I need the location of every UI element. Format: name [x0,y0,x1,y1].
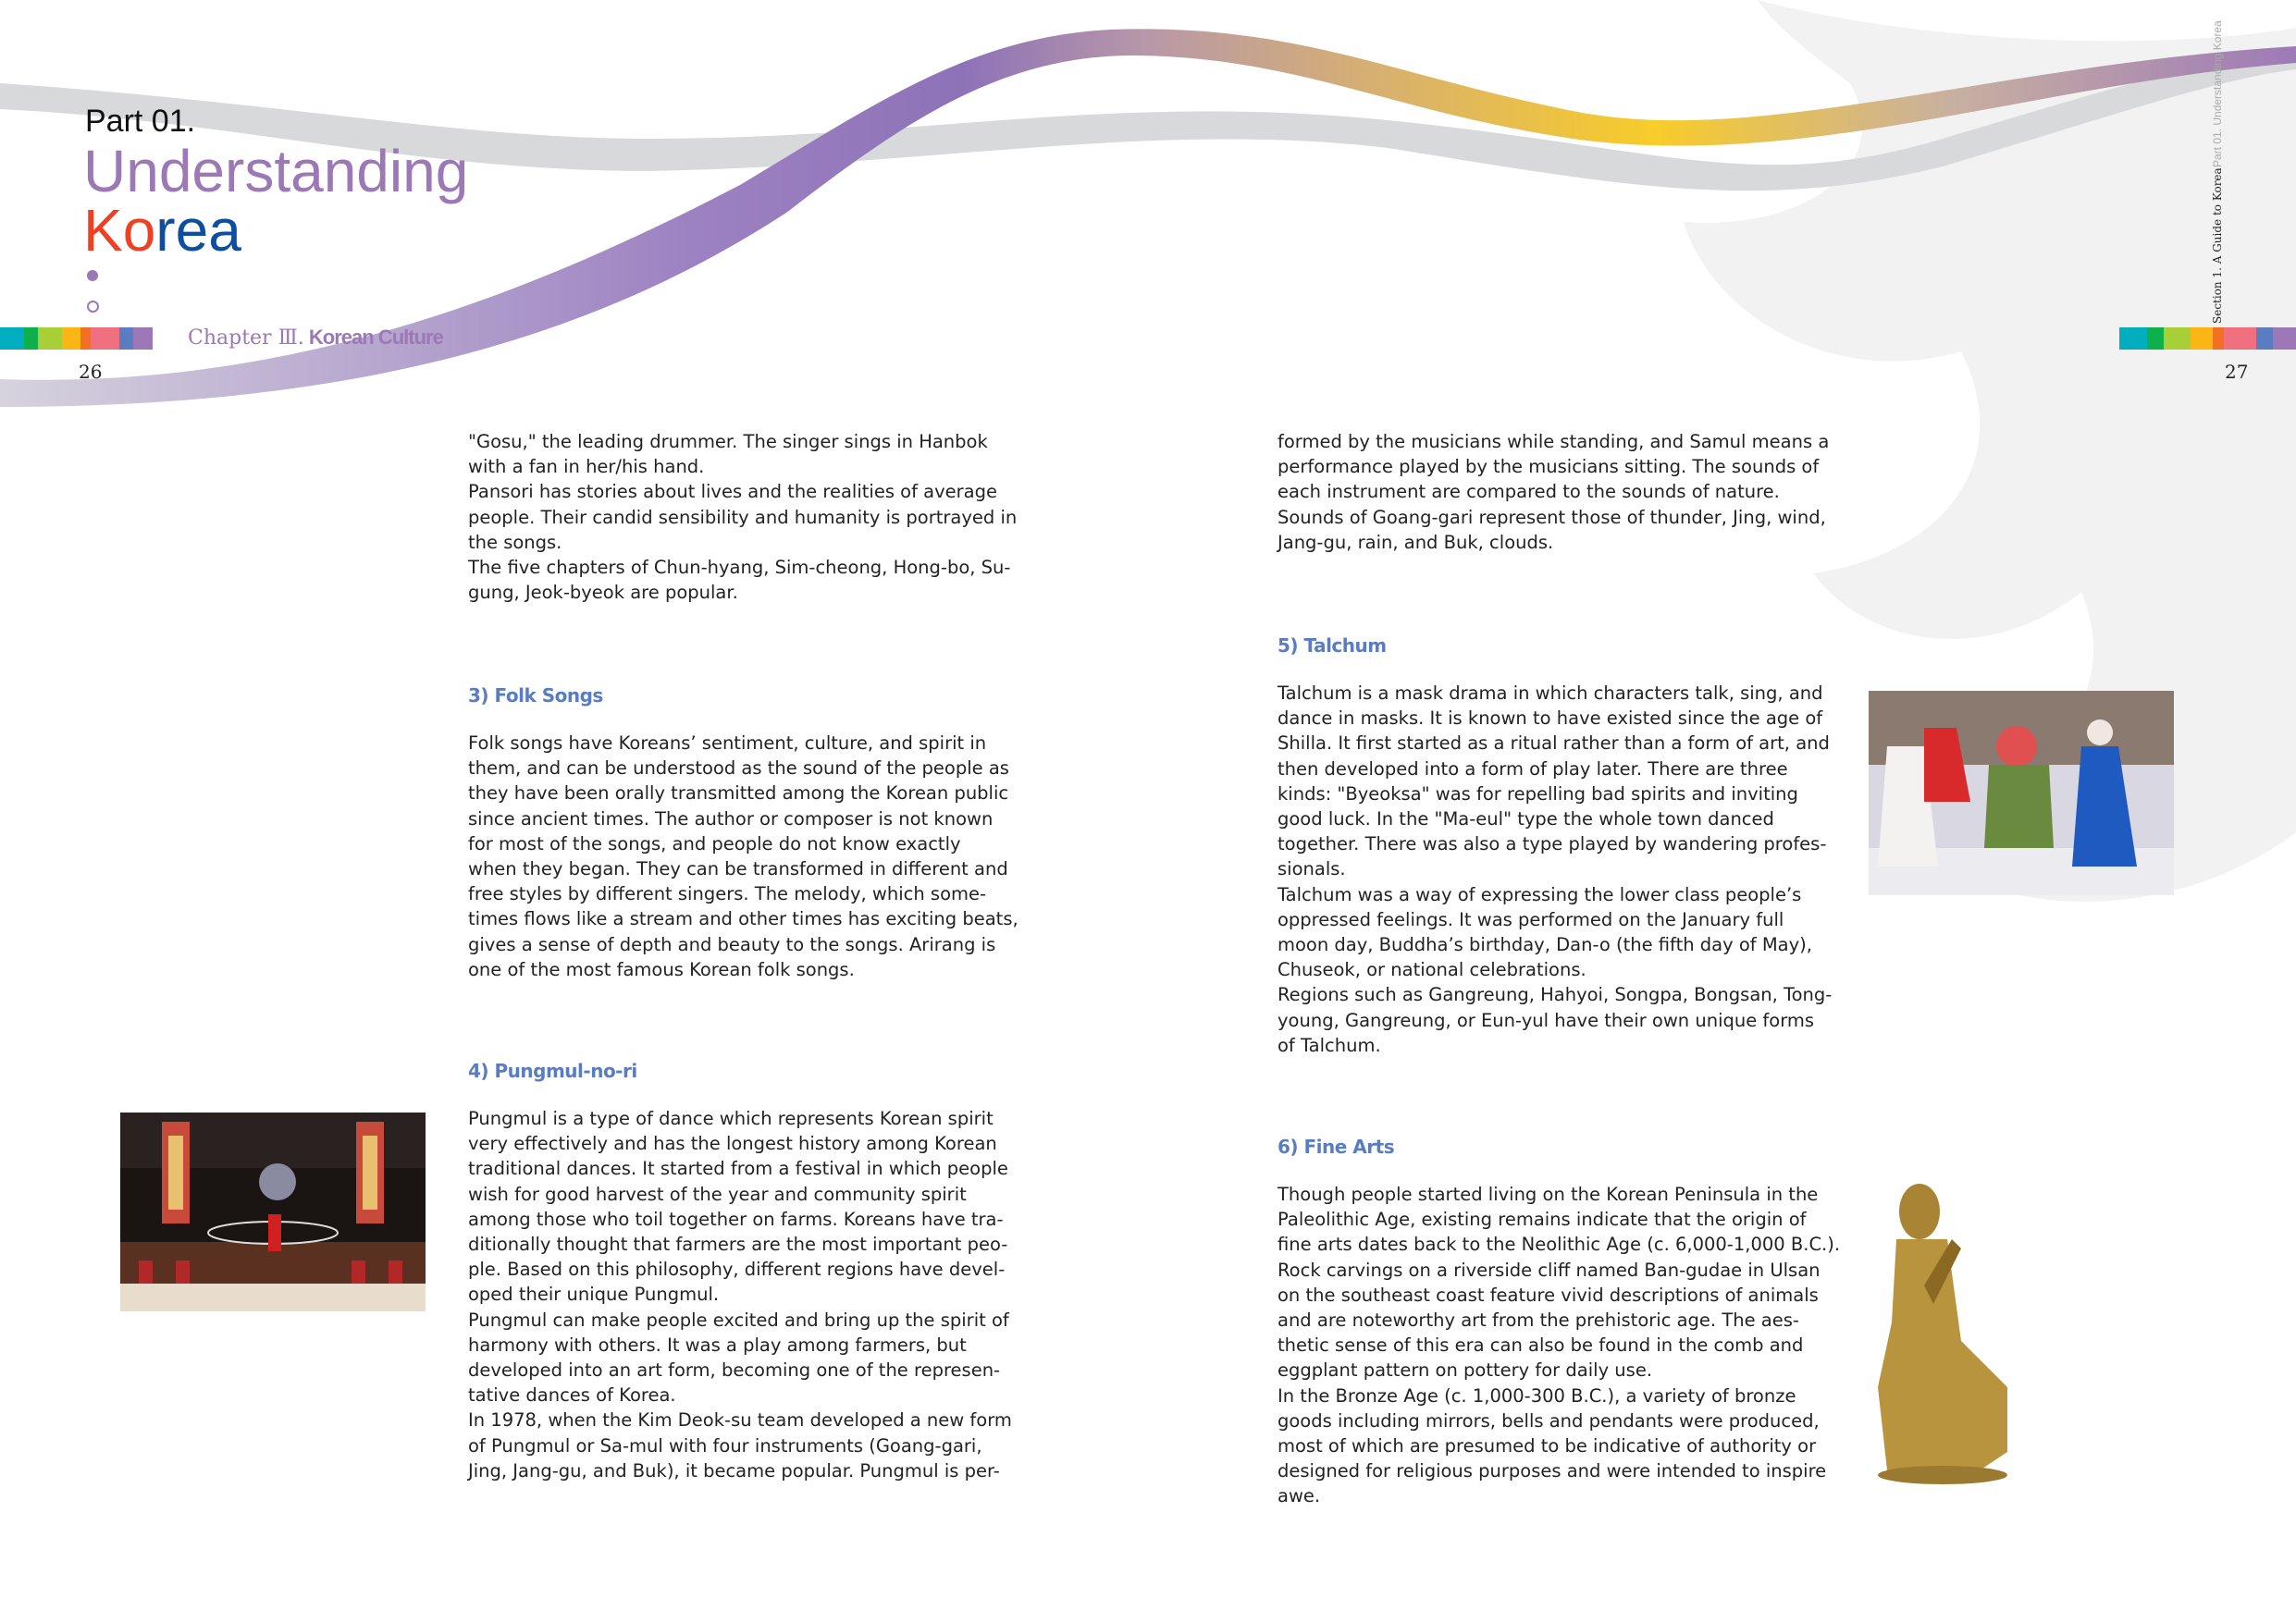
text-line: ple. Based on this philosophy, different regions have devel- [468,1259,1006,1281]
chapter-title [188,326,443,350]
running-head-section: Section 1. A Guide to Korea [2211,167,2224,324]
text-line: gives a sense of depth and beauty to the songs. Arirang is [468,933,996,955]
text-line: fine arts dates back to the Neolithic Age (c. 6,000-1,000 B.C.). [1278,1234,1841,1256]
color-bar-right [2119,327,2296,350]
pungmul-performance-photo [120,1113,426,1311]
running-head-part: Part 01. Understanding Korea [2211,20,2224,168]
text-line: of Talchum. [1278,1034,1381,1056]
text-line: harmony with others. It was a play among farmers, but [468,1334,967,1356]
text-line: Jang-gu, rain, and Buk, clouds. [1278,531,1554,553]
text-line: Pungmul can make people excited and bring up the spirit of [468,1309,1009,1331]
text-line: times flows like a stream and other times has exciting beats, [468,908,1018,930]
filled-dot-icon [87,270,98,281]
text-line: Paleolithic Age, existing remains indicate that the origin of [1278,1209,1807,1231]
heading-pungmul: 4) Pungmul-no-ri [468,1060,637,1082]
text-line: The five chapters of Chun-hyang, Sim-cheong, Hong-bo, Su- [468,557,1011,579]
left-intro-paragraph [468,429,1017,605]
text-line: each instrument are compared to the sounds of nature. [1278,481,1780,503]
text-line: Talchum is a mask drama in which characters talk, sing, and [1278,682,1823,704]
text-line: Though people started living on the Korean Peninsula in the [1278,1184,1819,1205]
right-intro-paragraph [1278,429,1829,555]
hollow-dot-icon [87,301,99,313]
text-line: since ancient times. The author or composer is not known [468,807,994,830]
page-number-right: 27 [2225,361,2249,383]
text-line: good luck. In the "Ma-eul" type the whole town danced [1278,808,1774,830]
title-understanding: Understanding [83,138,469,204]
text-line: among those who toil together on farms. Koreans have tra- [468,1208,1004,1230]
text-line: designed for religious purposes and were intended to inspire [1278,1460,1827,1482]
text-line: oppressed feelings. It was performed on the January full [1278,908,1784,930]
text-line: when they began. They can be transformed in different and [468,858,1008,880]
text-line: oped their unique Pungmul. [468,1284,720,1306]
text-line: dance in masks. It is known to have existed since the age of [1278,707,1823,730]
text-line: Jing, Jang-gu, and Buk), it became popular. Pungmul is per- [468,1459,1000,1482]
heading-fine-arts: 6) Fine Arts [1278,1136,1395,1158]
chapter-name: Korean Culture [303,326,443,349]
text-line: Regions such as Gangreung, Hahyoi, Songpa, Bongsan, Tong- [1278,984,1833,1006]
text-line: performance played by the musicians sitting. The sounds of [1278,456,1820,478]
text-line: Rock carvings on a riverside cliff named Ban-gudae in Ulsan [1278,1259,1821,1281]
text-line: Talchum was a way of expressing the lower class people’s [1278,883,1802,905]
color-bar-left [0,327,176,350]
chapter-prefix: Chapter Ⅲ. [188,326,304,350]
text-line: they have been orally transmitted among the Korean public [468,782,1009,805]
text-line: very effectively and has the longest history among Korean [468,1133,997,1155]
bronze-pensive-bodhisattva-photo [1869,1174,2017,1484]
text-line: people. Their candid sensibility and humanity is portrayed in [468,506,1018,528]
text-line: them, and can be understood as the sound of the people as [468,757,1009,780]
title-korea-rea: rea [155,197,241,264]
text-line: together. There was also a type played by wandering profes- [1278,833,1827,855]
text-line: Shilla. It first started as a ritual rather than a form of art, and [1278,732,1830,755]
title-korea-ko: Ko [83,197,156,264]
text-line: traditional dances. It started from a festival in which people [468,1158,1008,1180]
text-line: sionals. [1278,858,1346,880]
text-line: In the Bronze Age (c. 1,000-300 B.C.), a variety of bronze [1278,1384,1796,1407]
text-line: on the southeast coast feature vivid descriptions of animals [1278,1284,1819,1306]
pungmul-paragraph [468,1106,1012,1483]
text-line: "Gosu," the leading drummer. The singer sings in Hanbok [468,431,988,452]
heading-folk-songs: 3) Folk Songs [468,684,603,707]
text-line: eggplant pattern on pottery for daily use. [1278,1359,1653,1382]
folk-songs-paragraph [468,731,1018,982]
text-line: Pungmul is a type of dance which represents Korean spirit [468,1108,994,1129]
text-line: Sounds of Goang-gari represent those of thunder, Jing, wind, [1278,506,1826,528]
text-line: and are noteworthy art from the prehistoric age. The aes- [1278,1309,1799,1332]
talchum-mask-dance-photo [1869,691,2174,895]
text-line: Folk songs have Koreans’ sentiment, culture, and spirit in [468,732,987,754]
text-line: thetic sense of this era can also be found in the comb and [1278,1334,1804,1357]
title-korea [83,198,241,263]
text-line: young, Gangreung, or Eun-yul have their own unique forms [1278,1009,1815,1031]
talchum-paragraph [1278,681,1832,1058]
text-line: one of the most famous Korean folk songs. [468,958,855,980]
text-line: formed by the musicians while standing, and Samul means a [1278,431,1830,452]
text-line: ditionally thought that farmers are the most important peo- [468,1234,1008,1256]
text-line: most of which are presumed to be indicative of authority or [1278,1435,1817,1457]
text-line: In 1978, when the Kim Deok-su team developed a new form [468,1409,1012,1432]
heading-talchum: 5) Talchum [1278,634,1387,657]
text-line: with a fan in her/his hand. [468,456,705,478]
text-line: developed into an art form, becoming one of the represen- [468,1359,1001,1382]
text-line: free styles by different singers. The melody, which some- [468,883,987,905]
page-number-left: 26 [79,361,103,383]
text-line: Chuseok, or national celebrations. [1278,959,1586,981]
text-line: goods including mirrors, bells and pendants were produced, [1278,1409,1820,1432]
text-line: then developed into a form of play later. There are three [1278,757,1788,780]
text-line: moon day, Buddha’s birthday, Dan-o (the fifth day of May), [1278,934,1812,956]
text-line: gung, Jeok-byeok are popular. [468,582,738,604]
fine-arts-paragraph [1278,1182,1840,1509]
running-head [2211,20,2224,324]
text-line: awe. [1278,1485,1321,1507]
text-line: Pansori has stories about lives and the realities of average [468,481,997,503]
part-label: Part 01. [85,104,196,139]
text-line: wish for good harvest of the year and community spirit [468,1183,967,1205]
text-line: the songs. [468,531,562,553]
text-line: tative dances of Korea. [468,1384,676,1407]
text-line: kinds: "Byeoksa" was for repelling bad spirits and inviting [1278,782,1798,805]
text-line: of Pungmul or Sa-mul with four instruments (Goang-gari, [468,1434,982,1457]
text-line: for most of the songs, and people do not know exactly [468,832,961,855]
